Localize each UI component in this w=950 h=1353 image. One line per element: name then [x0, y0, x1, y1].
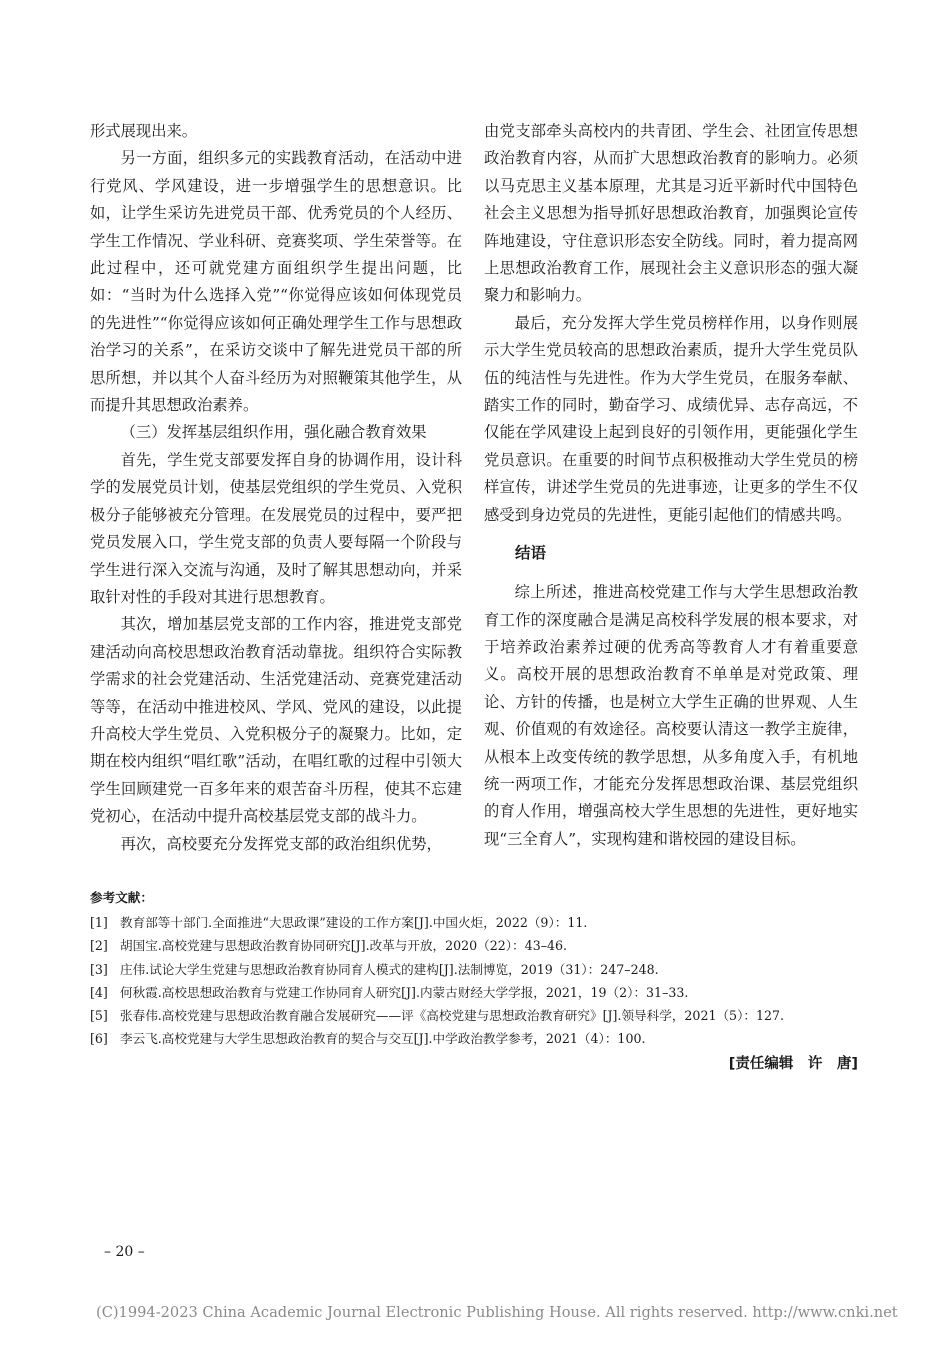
reference-item: [90, 911, 860, 934]
reference-number: [1]: [90, 915, 108, 931]
page-number: – 20 –: [104, 1244, 145, 1260]
references-title: 参考文献：: [90, 890, 153, 905]
paragraph: 最后，充分发挥大学生党员榜样作用，以身作则展示大学生党员较高的思想政治素质，提升大学生党员队伍的纯洁性与先进性。作为大学生党员，在服务奉献、踏实工作的同时，勤奋学习、成绩优异、志存高远，不仅能在学风建设上起到良好的引领作用，更能强化学生党员意识。在重要的时间节点积极推动大学生党员的榜样宣传，讲述学生党员的先进事迹，让更多的学生不仅感受到身边党员的先进性，更能引起他们的情感共鸣。: [484, 313, 858, 524]
paragraph: 首先，学生党支部要发挥自身的协调作用，设计科学的发展党员计划，使基层党组织的学生党员、入党积极分子能够被充分管理。在发展党员的过程中，要严把党员发展入口，学生党支部的负责人要每隔一个阶段与学生进行深入交流与沟通，及时了解其思想动向，并采取针对性的手段对其进行思想教育。: [90, 450, 462, 606]
reference-text: 李云飞.高校党建与大学生思想政治教育的契合与交互[J].中学政治教学参考，2021（4）：100.: [120, 1031, 646, 1047]
reference-text: 何秋霞.高校思想政治教育与党建工作协同育人研究[J].内蒙古财经大学学报，2021，19（2）：31–33.: [120, 984, 689, 1000]
reference-item: [90, 958, 860, 981]
conclusion-heading: 结语: [515, 544, 547, 563]
reference-number: [6]: [90, 1031, 108, 1047]
reference-number: [5]: [90, 1008, 108, 1024]
right-column: [484, 118, 858, 853]
reference-item: [90, 1004, 860, 1027]
reference-item: [90, 981, 860, 1004]
paragraph: 综上所述，推进高校党建工作与大学生思想政治教育工作的深度融合是满足高校科学发展的根本要求，对于培养政治素养过硬的优秀高等教育人才有着重要意义。高校开展的思想政治教育不单单是对党政策、理论、方针的传播，也是树立大学生正确的世界观、人生观、价值观的有效途径。高校要认清这一教学主旋律，从根本上改变传统的教学思想，从多角度入手，有机地统一两项工作，才能充分发挥思想政治课、基层党组织的育人作用，增强高校大学生思想的先进性，更好地实现“三全育人”，实现构建和谐校园的建设目标。: [484, 583, 858, 848]
reference-number: [3]: [90, 961, 108, 977]
paragraph: 由党支部牵头高校内的共青团、学生会、社团宣传思想政治教育内容，从而扩大思想政治教育的影响力。必须以马克思主义基本原理，尤其是习近平新时代中国特色社会主义思想为指导抓好思想政治教育，加强舆论宣传阵地建设，守住意识形态安全防线。同时，着力提高网上思想政治教育工作，展现社会主义意识形态的强大凝聚力和影响力。: [484, 122, 858, 305]
reference-text: 庄伟.试论大学生党建与思想政治教育协同育人模式的建构[J].法制博览，2019（31）：247–248.: [120, 961, 659, 977]
responsible-editor: [责任编辑 许 唐]: [728, 1056, 858, 1072]
reference-item: [90, 1027, 860, 1050]
copyright-footer: (C)1994-2023 China Academic Journal Electronic Publishing House. All rights reserved. http://www.cnki.net: [96, 1304, 898, 1321]
paragraph: 再次，高校要充分发挥党支部的政治组织优势，: [120, 834, 442, 853]
reference-number: [2]: [90, 938, 108, 954]
paragraph: 形式展现出来。: [90, 122, 198, 140]
reference-item: [90, 934, 860, 957]
references: [90, 886, 860, 1050]
left-column: [90, 118, 462, 858]
section-subheading: （三）发挥基层组织作用，强化融合教育效果: [120, 423, 427, 442]
reference-text: 胡国宝.高校党建与思想政治教育协同研究[J].改革与开放，2020（22）：43–46.: [120, 938, 568, 954]
reference-text: 教育部等十部门.全面推进“大思政课”建设的工作方案[J].中国火炬，2022（9）：11.: [120, 915, 588, 931]
reference-number: [4]: [90, 984, 108, 1000]
paragraph: 其次，增加基层党支部的工作内容，推进党支部党建活动向高校思想政治教育活动靠拢。组织符合实际教学需求的社会党建活动、生活党建活动、竞赛党建活动等等，在活动中推进校风、学风、党风的建设，以此提升高校大学生党员、入党积极分子的凝聚力。比如，定期在校内组织“唱红歌”活动，在唱红歌的过程中引领大学生回顾建党一百多年来的艰苦奋斗历程，使其不忘建党初心，在活动中提升高校基层党支部的战斗力。: [90, 615, 462, 826]
paragraph: 另一方面，组织多元的实践教育活动，在活动中进行党风、学风建设，进一步增强学生的思想意识。比如，让学生采访先进党员干部、优秀党员的个人经历、学生工作情况、学业科研、竞赛奖项、学生荣誉等。在此过程中，还可就党建方面组织学生提出问题，比如：“当时为什么选择入党”“你觉得应该如何体现党员的先进性”“你觉得应该如何正确处理学生工作与思想政治学习的关系”，在采访交谈中了解先进党员干部的所思所想，并以其个人奋斗经历为对照鞭策其他学生，从而提升其思想政治素养。: [90, 149, 462, 415]
reference-text: 张春伟.高校党建与思想政治教育融合发展研究——评《高校党建与思想政治教育研究》[J].领导科学，2021（5）：127.: [120, 1008, 784, 1024]
